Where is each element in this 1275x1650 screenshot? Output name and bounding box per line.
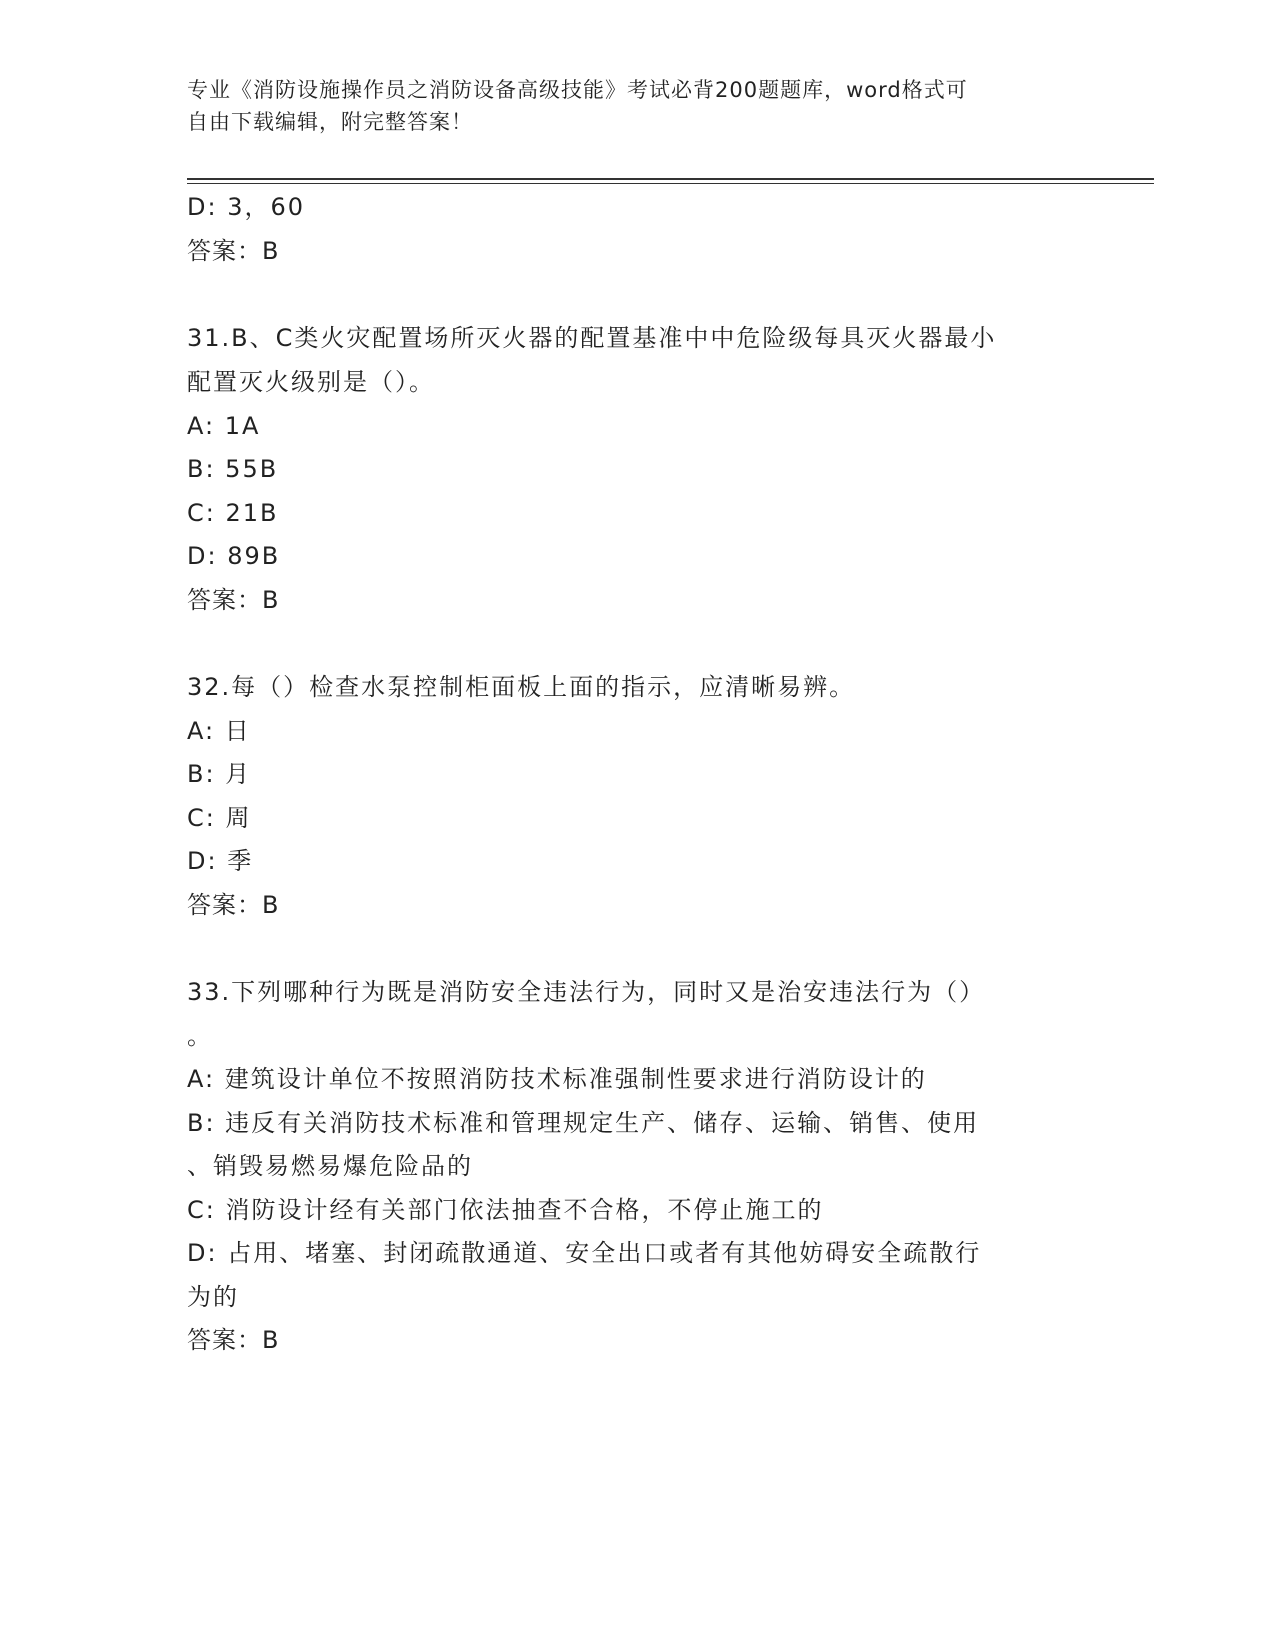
question-33-option-d-line-2: 为的 bbox=[187, 1283, 239, 1311]
header-line-1: 专业《消防设施操作员之消防设备高级技能》考试必背200题题库，word格式可 bbox=[187, 78, 968, 102]
question-31-text-line-2: 配置灭火级别是（）。 bbox=[187, 368, 435, 396]
question-33-option-a: A: 建筑设计单位不按照消防技术标准强制性要求进行消防设计的 bbox=[187, 1065, 927, 1093]
question-31-option-d: D: 89B bbox=[187, 542, 281, 570]
header-divider-thin bbox=[187, 183, 1154, 184]
question-33-option-b-line-2: 、销毁易燃易爆危险品的 bbox=[187, 1152, 473, 1180]
question-31-option-c: C: 21B bbox=[187, 499, 279, 527]
question-33-option-d-line-1: D: 占用、堵塞、封闭疏散通道、安全出口或者有其他妨碍安全疏散行 bbox=[187, 1239, 982, 1267]
header-divider bbox=[187, 178, 1154, 180]
question-32-option-b: B: 月 bbox=[187, 760, 252, 788]
question-31-answer: 答案：B bbox=[187, 586, 280, 614]
prev-answer: 答案：B bbox=[187, 237, 280, 265]
question-33-text-line-2: 。 bbox=[187, 1022, 213, 1050]
question-33-text-line-1: 33.下列哪种行为既是消防安全违法行为，同时又是治安违法行为（） bbox=[187, 978, 986, 1006]
question-32-option-a: A: 日 bbox=[187, 717, 251, 745]
question-31-option-a: A: 1A bbox=[187, 412, 261, 440]
question-32-answer: 答案：B bbox=[187, 891, 280, 919]
question-32-option-c: C: 周 bbox=[187, 804, 252, 832]
question-31-text-line-1: 31.B、C类火灾配置场所灭火器的配置基准中中危险级每具灭火器最小 bbox=[187, 324, 997, 352]
question-33-option-b-line-1: B: 违反有关消防技术标准和管理规定生产、储存、运输、销售、使用 bbox=[187, 1109, 980, 1137]
question-32-option-d: D: 季 bbox=[187, 847, 254, 875]
question-33-answer: 答案：B bbox=[187, 1326, 280, 1354]
question-33-option-c: C: 消防设计经有关部门依法抽查不合格，不停止施工的 bbox=[187, 1196, 824, 1224]
header-line-2: 自由下载编辑，附完整答案！ bbox=[187, 110, 473, 134]
document-header bbox=[187, 74, 1087, 138]
prev-option-d: D: 3，60 bbox=[187, 193, 306, 221]
question-32-text: 32.每（）检查水泵控制柜面板上面的指示，应清晰易辨。 bbox=[187, 673, 856, 701]
question-31-option-b: B: 55B bbox=[187, 455, 279, 483]
